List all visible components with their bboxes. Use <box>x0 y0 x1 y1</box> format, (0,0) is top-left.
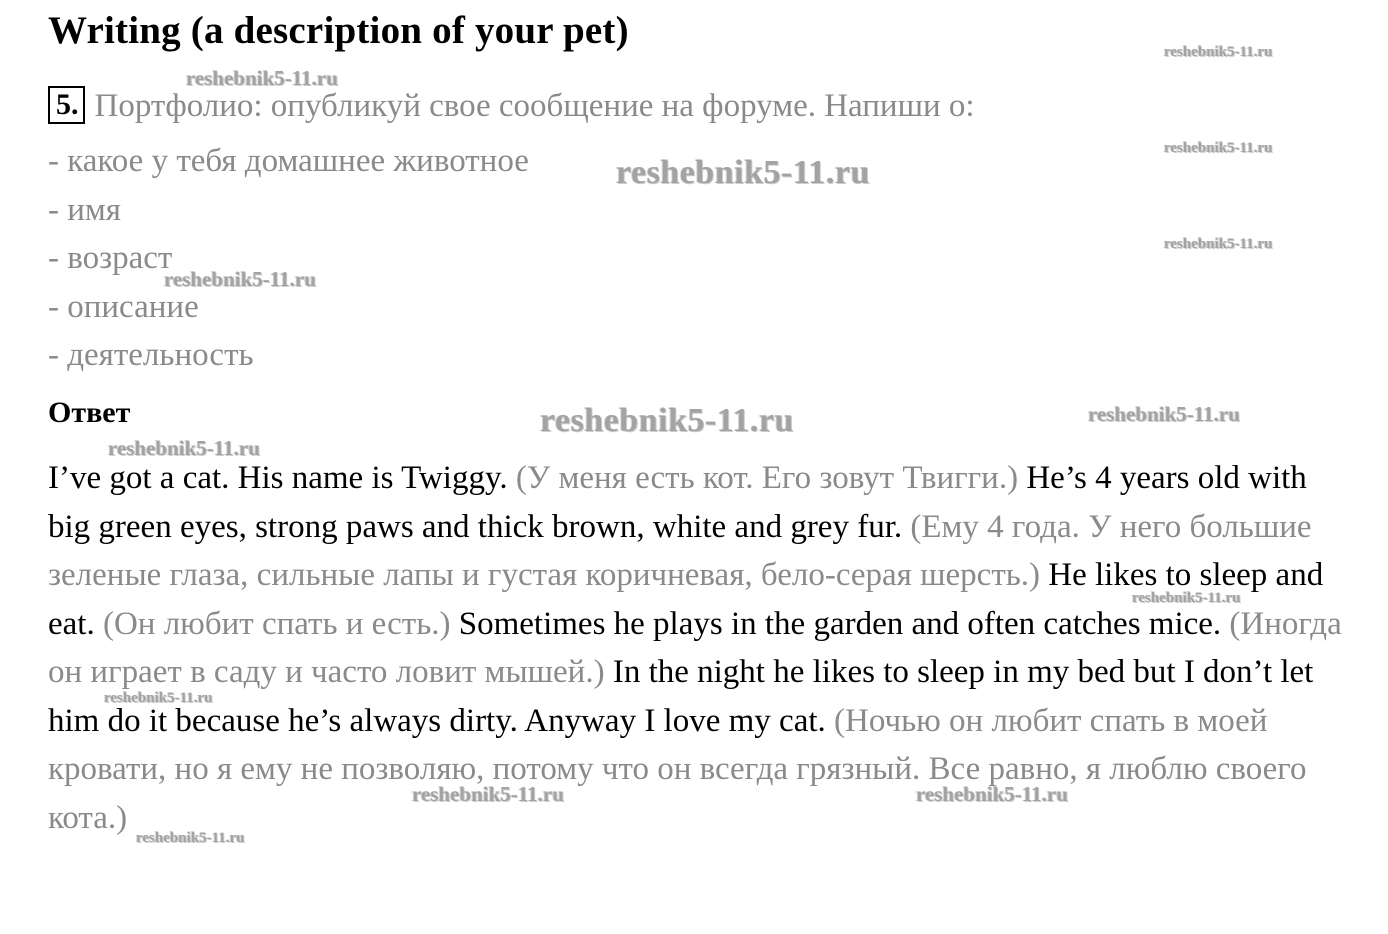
watermark: reshebnik5-11.ru <box>540 402 794 439</box>
answer-heading: Ответ <box>48 396 131 429</box>
page-title: Writing (a description of your pet) <box>48 9 629 52</box>
answer-sentence-en: Sometimes he plays in the garden and often catches mice. <box>458 605 1222 642</box>
list-item: - имя <box>48 191 121 228</box>
watermark: reshebnik5-11.ru <box>108 436 260 460</box>
task-bullet-list <box>48 137 529 380</box>
watermark: reshebnik5-11.ru <box>186 66 338 90</box>
watermark: reshebnik5-11.ru <box>1088 402 1240 426</box>
answer-sentence-en: In the night he likes to sleep in my bed but I don’t let him do it because he’s always dirty. Anyway I love my cat. <box>48 654 1314 739</box>
task-instruction <box>48 86 975 125</box>
watermark: reshebnik5-11.ru <box>1132 590 1241 606</box>
watermark: reshebnik5-11.ru <box>1164 44 1273 60</box>
answer-paragraph <box>48 454 1348 842</box>
answer-translation-ru: (Иногда он играет в саду и часто ловит мышей.) <box>48 605 1342 690</box>
list-item: - какое у тебя домашнее животное <box>48 143 529 179</box>
list-item: - возраст <box>48 240 173 276</box>
answer-translation-ru: (Ему 4 года. У него большие зеленые глаза, сильные лапы и густая коричневая, бело-серая шерсть.) <box>48 508 1312 593</box>
watermark: reshebnik5-11.ru <box>916 782 1068 806</box>
watermark: reshebnik5-11.ru <box>616 154 870 191</box>
answer-sentence-en: I’ve got a cat. His name is Twiggy. <box>48 460 508 496</box>
watermark: reshebnik5-11.ru <box>1164 236 1273 252</box>
watermark: reshebnik5-11.ru <box>412 782 564 806</box>
list-item: - деятельность <box>48 337 254 373</box>
watermark: reshebnik5-11.ru <box>136 830 245 846</box>
watermark: reshebnik5-11.ru <box>164 267 316 291</box>
task-text: Портфолио: опубликуй свое сообщение на форуме. Напиши о: <box>94 88 975 124</box>
watermark: reshebnik5-11.ru <box>1164 140 1273 156</box>
answer-translation-ru: (Ночью он любит спать в моей кровати, но я ему не позволяю, потому что он всегда грязный. Все равно, я люблю своего кота.) <box>48 702 1307 836</box>
answer-translation-ru: (У меня есть кот. Его зовут Твигги.) <box>515 460 1019 496</box>
answer-sentence-en: He likes to sleep and eat. <box>48 557 1324 642</box>
task-number-badge: 5. <box>48 86 85 124</box>
watermark: reshebnik5-11.ru <box>104 690 213 706</box>
list-item: - описание <box>48 288 199 325</box>
answer-sentence-en: He’s 4 years old with big green eyes, strong paws and thick brown, white and grey fur. <box>48 460 1307 545</box>
answer-translation-ru: (Он любит спать и есть.) <box>102 605 451 642</box>
